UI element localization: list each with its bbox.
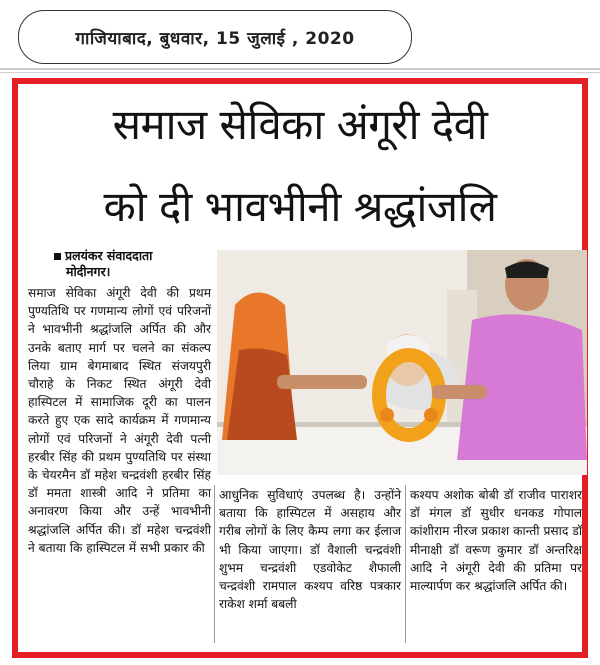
top-rule-thin: [0, 72, 600, 73]
article-column-right: कश्यप अशोक बोबी डॉ राजीव पाराशर डॉ मंगल डॉ सुधीर धनकड गोपाल कांशीराम नीरज प्रकाश कान्ती प्रसाद डॉ मीनाक्षी डॉ वरूण कुमार डॉ अन्तरिक्ष आदि ने अंगूरी देवी की प्रतिमा पर माल्यार्पण कर श्रद्धांजलि अर्पित की।: [410, 488, 582, 594]
bullet-icon: [54, 253, 61, 260]
column-divider: [214, 485, 215, 643]
article-column-middle: आधुनिक सुविधाएं उपलब्ध है। उन्होंने बताया कि हास्पिटल में असहाय और गरीब लोगों के लिए कैम्प लगा कर ईलाज भी किया जाएगा। डॉ वैशाली चन्द्रवंशी शुभम चन्द्रवंशी एडवोकेट शैफाली चन्द्रवंशी रामपाल कश्यप वरिष्ठ पत्रकार राकेश शर्मा बबली: [219, 488, 401, 612]
headline-line-2: को दी भावभीनी श्रद्धांजलि: [103, 182, 497, 231]
dateline-banner: [18, 10, 412, 64]
byline-reporter: प्रलयंकर संवाददाता: [65, 248, 153, 263]
article-photo: [217, 250, 587, 475]
byline-place: मोदीनगर।: [66, 264, 111, 279]
tribute-photo-illustration: [217, 250, 587, 475]
top-rule: [0, 68, 600, 70]
article-column-left: समाज सेविका अंगूरी देवी की प्रथम पुण्यतिथि पर गणमान्य लोगों एवं परिजनों ने भावभीनी श्रद्धांजलि अर्पित की और उनके बताए मार्ग पर चलने का संकल्प लिया ग्राम बेगमाबाद स्थित संजयपुरी चौराहे के निकट स्थित अंगूरी देवी हास्पिटल में सामाजिक दूरी का पालन करते हुए एक सादे कार्यक्रम में गणमान्य लोगों एवं परिजनों ने अंगूरी देवी पत्नी हरबीर सिंह की प्रथम पुण्यतिथि पर संस्था के चेयरमैन डॉ महेश चन्द्रवंशी हरबीर सिंह डॉ ममता शास्त्री आदि ने प्रतिमा का अनावरण किया और उन्हें भावभीनी श्रद्धांजलि अर्पित की। डॉ महेश चन्द्रवंशी ने बताया कि हास्पिटल में सभी प्रकार की: [28, 286, 211, 555]
byline: [40, 248, 210, 280]
dateline-text: गाजियाबाद, बुधवार, 15 जुलाई , 2020: [75, 28, 355, 49]
column-divider: [405, 485, 406, 643]
headline-line-1: समाज सेविका अंगूरी देवी: [112, 100, 488, 149]
